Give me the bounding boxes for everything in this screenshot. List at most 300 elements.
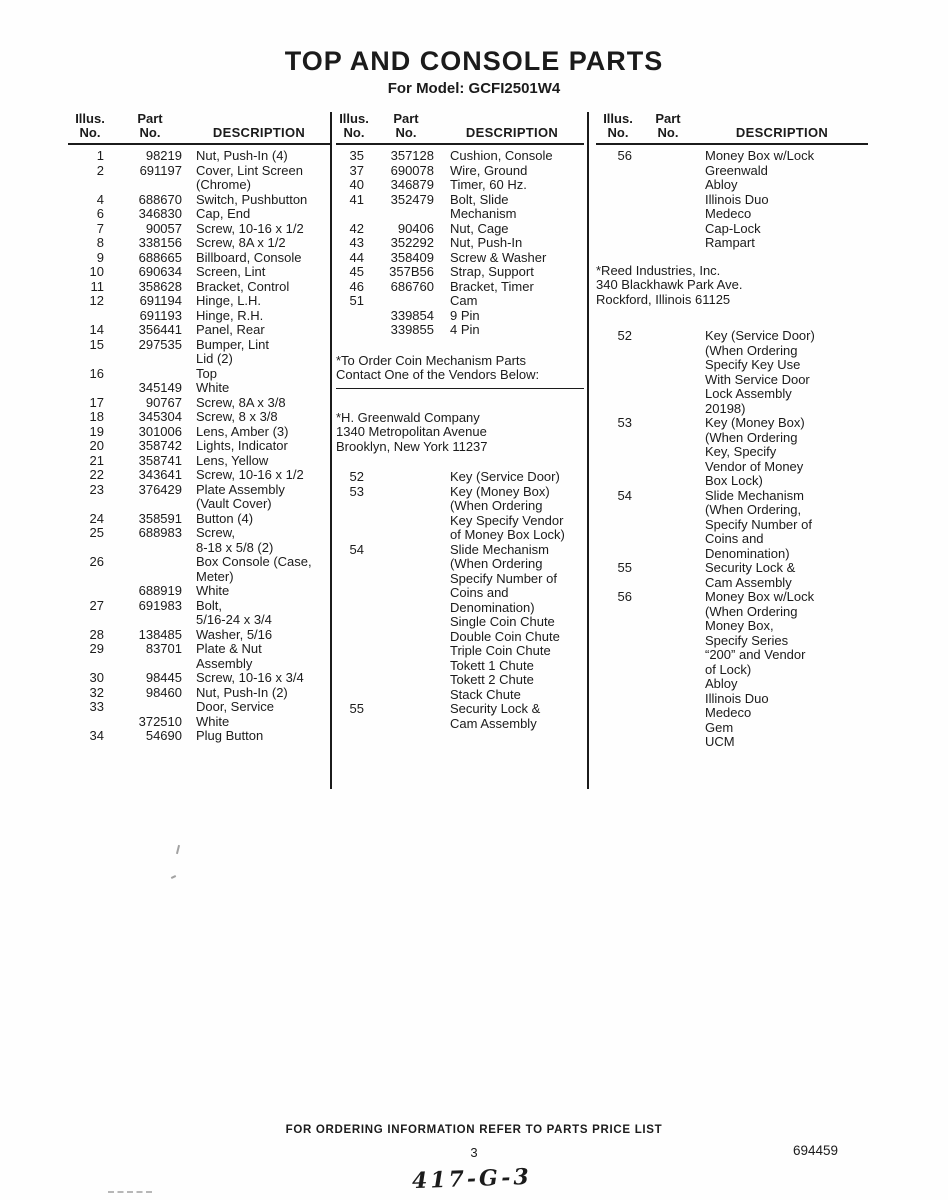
description-cell: Specify Series xyxy=(705,632,789,648)
description-cell: Money Box w/Lock xyxy=(705,148,815,163)
description-cell: Billboard, Console xyxy=(196,249,302,265)
column-header xyxy=(336,112,584,145)
part-no-cell: 691194 xyxy=(139,293,182,308)
description-cell: (When Ordering, xyxy=(705,502,802,517)
illus-no-cell: 52 xyxy=(617,328,632,343)
parts-row xyxy=(596,677,868,692)
description-cell: Key (Money Box) xyxy=(705,415,805,430)
illus-no-cell xyxy=(596,358,640,373)
parts-row xyxy=(596,164,868,179)
description-cell: Slide Mechanism xyxy=(450,541,549,557)
parts-row xyxy=(596,149,868,164)
illus-no-cell xyxy=(336,514,372,529)
description-cell: Mechanism xyxy=(450,206,517,221)
parts-column-left xyxy=(68,112,330,744)
parts-row xyxy=(336,543,584,558)
parts-row xyxy=(336,630,584,645)
illus-no-cell: 53 xyxy=(349,483,364,499)
description-cell: Washer, 5/16 xyxy=(196,626,273,642)
parts-row xyxy=(596,193,868,208)
part-no-cell xyxy=(112,352,188,367)
parts-row xyxy=(68,280,330,295)
illus-no-cell: 16 xyxy=(89,365,104,381)
illus-no-cell xyxy=(596,344,640,359)
illus-no-cell xyxy=(336,528,372,543)
parts-row xyxy=(336,323,584,338)
illus-no-cell xyxy=(336,615,372,630)
description-cell: White xyxy=(196,583,230,598)
part-no-cell: 297535 xyxy=(138,336,182,352)
illus-no-header: Illus. No. xyxy=(339,111,369,140)
parts-row xyxy=(596,358,868,373)
scan-artifact xyxy=(171,875,176,879)
part-no-cell xyxy=(640,561,696,576)
parts-row xyxy=(68,628,330,643)
illus-no-cell: 52 xyxy=(349,469,364,484)
part-no-cell xyxy=(372,630,440,645)
illus-no-cell: 4 xyxy=(96,191,104,207)
description-cell: (When Ordering xyxy=(450,556,543,571)
description-cell: Bumper, Lint xyxy=(196,336,269,352)
illus-no-cell xyxy=(596,547,640,562)
illus-no-cell xyxy=(336,323,372,338)
parts-row xyxy=(336,717,584,732)
parts-row xyxy=(336,178,584,193)
description-cell: Cover, Lint Screen xyxy=(196,162,303,178)
parts-row xyxy=(68,729,330,744)
scan-artifact xyxy=(108,1188,152,1193)
part-no-cell: 346830 xyxy=(138,206,182,221)
description-cell: Cam Assembly xyxy=(705,574,792,590)
parts-row xyxy=(596,518,868,533)
parts-row xyxy=(596,460,868,475)
parts-row xyxy=(596,236,868,251)
illus-no-cell xyxy=(68,541,112,556)
description-cell: Plate Assembly xyxy=(196,481,285,497)
description-header: DESCRIPTION xyxy=(465,125,559,140)
illus-no-cell xyxy=(68,613,112,628)
part-no-cell: 90057 xyxy=(145,220,182,236)
parts-row xyxy=(336,601,584,616)
part-no-header: Part No. xyxy=(137,111,163,140)
parts-row xyxy=(68,193,330,208)
parts-row xyxy=(336,659,584,674)
parts-row xyxy=(336,207,584,222)
illus-no-cell: 29 xyxy=(89,641,104,656)
part-no-cell xyxy=(372,673,440,688)
part-no-cell xyxy=(640,576,696,591)
parts-row xyxy=(596,648,868,663)
part-no-cell: 688919 xyxy=(138,583,182,598)
handwritten-annotation: 417-G-3 xyxy=(411,1163,533,1195)
description-cell: Screw, xyxy=(196,525,236,540)
description-cell: Door, Service xyxy=(196,699,275,714)
illus-no-cell xyxy=(596,193,640,208)
description-cell: Screw, 10-16 x 1/2 xyxy=(196,220,304,236)
description-cell: Triple Coin Chute xyxy=(450,643,551,658)
part-no-cell: 357128 xyxy=(390,148,434,163)
illus-no-cell xyxy=(596,706,640,721)
part-no-cell xyxy=(640,222,696,237)
description-cell: Cap, End xyxy=(196,206,251,221)
description-cell: Denomination) xyxy=(450,599,535,615)
part-no-cell xyxy=(372,543,440,558)
parts-row xyxy=(336,470,584,485)
illus-no-cell xyxy=(596,474,640,489)
part-no-cell xyxy=(640,590,696,605)
parts-row xyxy=(336,644,584,659)
parts-row xyxy=(596,590,868,605)
document-number: 694459 xyxy=(793,1143,839,1158)
description-cell: Plate & Nut xyxy=(196,641,262,656)
description-cell: 20198) xyxy=(705,400,746,416)
parts-row xyxy=(68,338,330,353)
parts-row xyxy=(68,483,330,498)
parts-row xyxy=(68,700,330,715)
description-header: DESCRIPTION xyxy=(735,125,829,140)
part-no-cell: 98219 xyxy=(145,148,182,163)
description-cell: Lens, Amber (3) xyxy=(196,423,289,439)
illus-no-cell: 2 xyxy=(96,162,104,178)
description-cell: Lights, Indicator xyxy=(196,438,288,453)
part-no-cell xyxy=(112,178,188,193)
note-line: *To Order Coin Mechanism Parts xyxy=(336,352,527,368)
parts-row xyxy=(336,586,584,601)
illus-no-cell: 33 xyxy=(89,699,104,714)
spacer xyxy=(596,251,868,264)
illus-no-cell: 44 xyxy=(349,249,364,265)
part-no-cell xyxy=(640,692,696,707)
parts-row xyxy=(336,499,584,514)
description-cell: Plug Button xyxy=(196,728,264,743)
parts-row xyxy=(596,561,868,576)
description-cell: Cushion, Console xyxy=(450,148,553,163)
description-cell: Bracket, Timer xyxy=(450,278,534,294)
description-cell: (When Ordering xyxy=(450,498,543,513)
part-no-cell: 301006 xyxy=(138,423,182,439)
description-cell: Screen, Lint xyxy=(196,264,266,279)
illus-no-cell xyxy=(596,373,640,388)
parts-row xyxy=(596,329,868,344)
illus-no-cell: 12 xyxy=(89,293,104,308)
illus-no-cell: 46 xyxy=(349,278,364,294)
parts-row xyxy=(596,547,868,562)
part-no-cell: 345304 xyxy=(138,409,182,424)
parts-row xyxy=(68,222,330,237)
illus-no-cell: 54 xyxy=(617,487,632,503)
part-no-cell xyxy=(640,706,696,721)
part-no-cell xyxy=(640,387,696,402)
parts-row xyxy=(596,344,868,359)
description-cell: Nut, Push-In xyxy=(450,235,523,250)
description-cell: Nut, Push-In (4) xyxy=(196,148,288,163)
illus-no-cell xyxy=(68,584,112,599)
part-no-cell: 345149 xyxy=(138,380,182,395)
part-no-cell xyxy=(372,485,440,500)
description-cell: Timer, 60 Hz. xyxy=(450,177,527,192)
parts-row xyxy=(336,528,584,543)
description-cell: (When Ordering xyxy=(705,342,798,358)
parts-row xyxy=(336,572,584,587)
description-cell: Bolt, Slide xyxy=(450,191,509,207)
illus-no-cell: 24 xyxy=(89,510,104,526)
part-no-cell xyxy=(640,721,696,736)
part-no-cell xyxy=(640,207,696,222)
illus-no-cell xyxy=(336,309,372,324)
description-cell: Slide Mechanism xyxy=(705,487,804,503)
part-no-cell: 138485 xyxy=(138,626,182,642)
parts-row xyxy=(68,454,330,469)
illus-no-cell xyxy=(336,644,372,659)
part-no-cell xyxy=(372,528,440,543)
part-no-cell xyxy=(372,294,440,309)
part-no-cell: 691197 xyxy=(139,162,182,178)
description-cell: Abloy xyxy=(705,676,738,691)
parts-row xyxy=(596,532,868,547)
parts-row xyxy=(68,294,330,309)
illus-no-cell: 1 xyxy=(96,148,104,163)
parts-row xyxy=(336,222,584,237)
description-cell: (When Ordering xyxy=(705,429,798,445)
illus-no-cell: 54 xyxy=(349,541,364,557)
page-title: TOP AND CONSOLE PARTS xyxy=(284,46,664,76)
illus-no-cell xyxy=(596,605,640,620)
description-cell: Illinois Duo xyxy=(705,690,769,706)
illus-no-cell: 51 xyxy=(349,293,364,308)
part-no-cell: 688670 xyxy=(138,191,182,207)
parts-row xyxy=(336,702,584,717)
parts-row xyxy=(68,251,330,266)
illus-no-cell: 56 xyxy=(617,148,632,163)
part-no-cell xyxy=(372,572,440,587)
part-no-cell xyxy=(640,358,696,373)
part-no-cell xyxy=(640,460,696,475)
description-cell: 4 Pin xyxy=(450,322,480,337)
illus-no-cell: 43 xyxy=(349,235,364,250)
description-cell: With Service Door xyxy=(705,371,810,387)
parts-row xyxy=(68,164,330,179)
description-cell: Security Lock & xyxy=(450,701,541,716)
illus-no-cell xyxy=(336,572,372,587)
part-no-cell xyxy=(112,570,188,585)
part-no-cell xyxy=(640,402,696,417)
parts-row xyxy=(68,686,330,701)
parts-row xyxy=(596,721,868,736)
parts-row xyxy=(596,489,868,504)
illus-no-cell xyxy=(596,460,640,475)
parts-row xyxy=(68,584,330,599)
part-no-cell: 686760 xyxy=(390,278,434,294)
description-cell: Single Coin Chute xyxy=(450,614,555,629)
note-line: *H. Greenwald Company xyxy=(336,409,480,425)
part-no-cell xyxy=(112,367,188,382)
illus-no-cell: 6 xyxy=(96,206,104,221)
description-cell: Specify Number of xyxy=(450,570,557,586)
parts-row xyxy=(596,387,868,402)
illus-no-cell: 19 xyxy=(89,423,104,439)
parts-row xyxy=(596,692,868,707)
parts-row xyxy=(336,485,584,500)
part-no-cell xyxy=(640,735,696,750)
description-cell: Specify Key Use xyxy=(705,357,801,372)
spacer xyxy=(596,307,868,329)
illus-no-cell: 14 xyxy=(89,322,104,337)
part-no-cell: 98445 xyxy=(145,670,182,685)
part-no-cell xyxy=(640,445,696,460)
parts-row xyxy=(596,402,868,417)
description-cell: (Chrome) xyxy=(196,177,251,192)
illus-no-cell: 35 xyxy=(349,148,364,163)
parts-row xyxy=(596,431,868,446)
part-no-cell xyxy=(112,555,188,570)
parts-row xyxy=(336,149,584,164)
illus-no-cell xyxy=(596,222,640,237)
description-cell: Button (4) xyxy=(196,510,254,526)
parts-row xyxy=(68,396,330,411)
column-header xyxy=(68,112,330,145)
part-no-cell xyxy=(640,547,696,562)
description-cell: Greenwald xyxy=(705,162,768,178)
description-cell: Nut, Push-In (2) xyxy=(196,684,288,700)
parts-row xyxy=(68,207,330,222)
description-cell: Hinge, L.H. xyxy=(196,293,262,308)
description-cell: Screw, 8A x 3/8 xyxy=(196,394,286,410)
description-cell: Switch, Pushbutton xyxy=(196,191,308,207)
page-number: 3 xyxy=(470,1145,478,1160)
illus-no-cell xyxy=(596,387,640,402)
description-cell: Key (Service Door) xyxy=(705,328,815,343)
illus-no-cell xyxy=(68,715,112,730)
illus-no-cell: 32 xyxy=(89,684,104,700)
illus-no-cell xyxy=(596,634,640,649)
illus-no-cell xyxy=(336,717,372,732)
illus-no-cell xyxy=(336,673,372,688)
description-cell: Lid (2) xyxy=(196,351,233,366)
description-cell: Screw, 10-16 x 3/4 xyxy=(196,670,304,685)
description-cell: Lens, Yellow xyxy=(196,452,269,468)
part-no-cell xyxy=(640,416,696,431)
scan-artifact xyxy=(176,845,180,854)
description-header: DESCRIPTION xyxy=(212,125,306,140)
parts-row xyxy=(596,706,868,721)
part-no-cell xyxy=(372,615,440,630)
illus-no-cell xyxy=(336,659,372,674)
parts-row xyxy=(68,642,330,657)
illus-no-cell xyxy=(336,557,372,572)
illus-no-cell xyxy=(336,207,372,222)
parts-row xyxy=(596,735,868,750)
description-cell: 8-18 x 5/8 (2) xyxy=(196,539,274,555)
parts-row xyxy=(336,280,584,295)
parts-row xyxy=(68,236,330,251)
illus-no-cell: 18 xyxy=(89,409,104,424)
description-cell: Specify Number of xyxy=(705,516,812,532)
description-cell: Panel, Rear xyxy=(196,322,265,337)
illus-no-cell: 20 xyxy=(89,438,104,453)
description-cell: Key (Service Door) xyxy=(450,469,560,484)
part-no-cell xyxy=(112,613,188,628)
part-no-cell xyxy=(372,499,440,514)
description-cell: Cam xyxy=(450,293,478,308)
illus-no-cell: 23 xyxy=(89,481,104,497)
part-no-cell: 690634 xyxy=(138,264,182,279)
part-no-cell: 54690 xyxy=(145,728,182,743)
illus-no-cell xyxy=(596,735,640,750)
parts-row xyxy=(336,514,584,529)
description-cell: Screw, 8 x 3/8 xyxy=(196,409,278,424)
description-cell: Hinge, R.H. xyxy=(196,307,264,323)
description-cell: Security Lock & xyxy=(705,560,796,575)
description-cell: “200” and Vendor xyxy=(705,647,806,662)
description-cell: 9 Pin xyxy=(450,307,480,323)
description-cell: of Money Box Lock) xyxy=(450,527,565,542)
parts-row xyxy=(336,236,584,251)
part-no-cell: 688665 xyxy=(138,249,182,265)
parts-row xyxy=(68,439,330,454)
part-no-cell xyxy=(640,532,696,547)
parts-row xyxy=(68,309,330,324)
illus-no-cell xyxy=(596,532,640,547)
part-no-cell xyxy=(372,470,440,485)
parts-row xyxy=(596,576,868,591)
description-cell: White xyxy=(196,380,230,395)
part-no-cell xyxy=(640,648,696,663)
part-no-header: Part No. xyxy=(393,111,419,140)
illus-no-cell xyxy=(596,164,640,179)
parts-row xyxy=(68,367,330,382)
description-cell: Money Box, xyxy=(705,618,774,633)
part-no-cell xyxy=(640,178,696,193)
illus-no-cell xyxy=(596,503,640,518)
illus-no-cell xyxy=(336,630,372,645)
illus-no-cell xyxy=(596,236,640,251)
illus-no-cell xyxy=(68,497,112,512)
illus-no-cell: 17 xyxy=(89,394,104,410)
illus-no-cell: 55 xyxy=(617,560,632,575)
part-no-cell xyxy=(640,193,696,208)
parts-row xyxy=(68,323,330,338)
description-cell: 5/16-24 x 3/4 xyxy=(196,612,272,627)
description-cell: Box Console (Case, xyxy=(196,554,312,569)
illus-no-cell xyxy=(596,207,640,222)
part-no-cell xyxy=(640,344,696,359)
part-no-cell: 691983 xyxy=(138,597,182,613)
parts-row xyxy=(596,207,868,222)
part-no-cell: 357B56 xyxy=(389,264,434,279)
illus-no-header: Illus. No. xyxy=(75,111,105,140)
part-no-cell xyxy=(640,489,696,504)
illus-no-cell: 11 xyxy=(90,278,104,294)
illus-no-cell xyxy=(596,677,640,692)
part-no-cell xyxy=(640,431,696,446)
description-cell: UCM xyxy=(705,734,735,749)
parts-row xyxy=(596,474,868,489)
part-no-cell xyxy=(112,497,188,512)
description-cell: Money Box w/Lock xyxy=(705,589,815,604)
illus-no-cell: 22 xyxy=(89,467,104,482)
part-no-cell xyxy=(640,236,696,251)
description-cell: Cam Assembly xyxy=(450,715,537,731)
description-cell: (Vault Cover) xyxy=(196,496,272,511)
part-no-cell: 338156 xyxy=(138,235,182,250)
part-no-cell xyxy=(112,700,188,715)
parts-row xyxy=(68,497,330,512)
part-no-cell: 376429 xyxy=(138,481,182,497)
parts-row xyxy=(68,265,330,280)
part-no-cell xyxy=(372,586,440,601)
illus-no-cell: 9 xyxy=(96,249,104,265)
part-no-cell: 372510 xyxy=(138,713,182,729)
